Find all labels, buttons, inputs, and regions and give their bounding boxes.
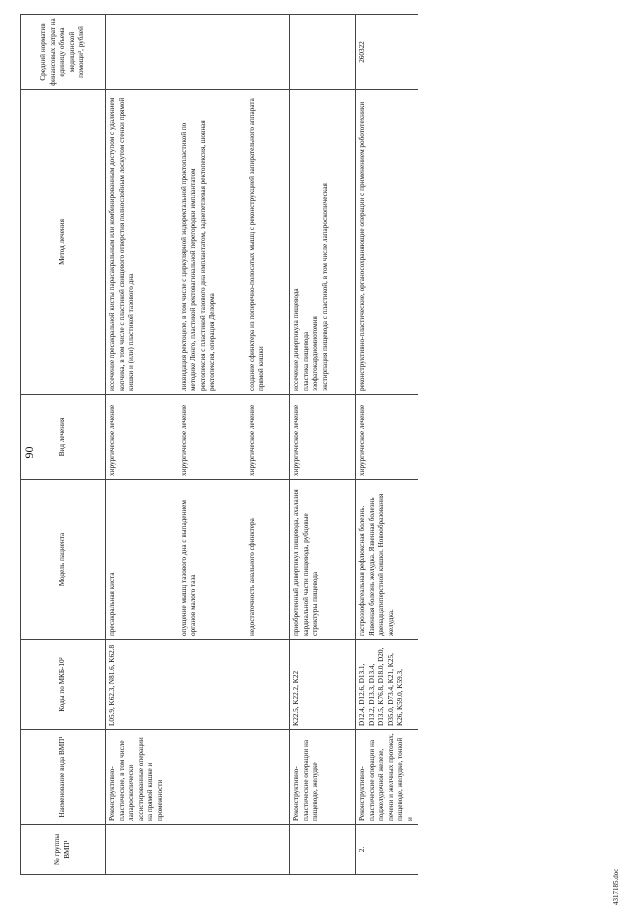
table-row: [106, 15, 178, 875]
icd-codes-cell: D12.4, D12.6, D13.1, D13.2, D13.3, D13.4, D13.5, K76.8, D18.0, D20, D35.0, D73.4, K21, K25, K26, K59.0, K59.3,: [356, 640, 418, 730]
method-item: ликвидация ректоцеле, в том числе с циркулярной эндоректальной проктопластикой по методике Лонго, пластикой ректовагинальной перегородки имплантатом: [179, 122, 198, 391]
price-cell: [178, 15, 246, 90]
method-item: экстирпация пищевода с пластикой, в том числе лапароскопическая: [320, 183, 329, 391]
group-number-cell: [178, 825, 246, 875]
table-row: [246, 15, 290, 875]
group-number-cell: [106, 825, 178, 875]
patient-model-cell: приобретенный дивертикул пищевода, ахалазия кардиальной части пищевода, рубцовые стриктуры пищевода: [290, 480, 356, 640]
method-item: иссечение пресакральной кисты парасакральным или комбинированным доступом с удалением копчика, в том числе с пластикой свищевого отверстия полнослойным лоскутом стенки прямой кишки и (или) пластикой тазового дна: [108, 97, 136, 391]
treatment-method-cell: [290, 90, 356, 395]
group-number-cell: 2.: [356, 825, 418, 875]
doc-id: 4317185.doc: [612, 868, 620, 905]
header-price: Средний норматив финансовых затрат на единицу объема медицинской помощи³, рублей: [21, 15, 106, 90]
method-item: реконструктивно-пластические, органосохраняющие операции с применением робототехники: [358, 101, 366, 391]
vmp-name-cell: Реконструктивно-пластические операции на поджелудочной железе, печени и желчных протоках, пищеводе, желудке, тонкой и: [356, 730, 418, 825]
treatment-kind-cell: хирургическое лечение: [290, 395, 356, 480]
price-cell: [290, 15, 356, 90]
treatment-method-cell: [178, 90, 246, 395]
vmp-name-cell: [246, 730, 290, 825]
patient-model-cell: гастроэзофагеальная рефлюксная болезнь. Язвенная болезнь желудка. Язвенная болезнь двенадцатиперстной кишки. Новообразования желудка.: [356, 480, 418, 640]
treatment-kind-cell: хирургическое лечение: [356, 395, 418, 480]
vmp-name-cell: Реконструктивно-пластические, в том числе лапароскопически ассистированные операции на прямой кишке и промежности: [106, 730, 178, 825]
icd-codes-cell: K22.5, K22.2, K22: [290, 640, 356, 730]
treatment-method-cell: [356, 90, 418, 395]
price-cell: 260322: [356, 15, 418, 90]
table-row: [178, 15, 246, 875]
price-cell: [246, 15, 290, 90]
header-name: Наименование вида ВМП¹: [21, 730, 106, 825]
icd-codes-cell: [246, 640, 290, 730]
method-item: пластика пищевода: [301, 331, 310, 391]
page-number: 90: [22, 446, 36, 459]
header-method: Метод лечения: [21, 90, 106, 395]
treatment-kind-cell: хирургическое лечение: [106, 395, 178, 480]
treatment-method-cell: [246, 90, 290, 395]
header-model: Модель пациента: [21, 480, 106, 640]
header-num: № группы ВМП¹: [21, 825, 106, 875]
method-item: иссечение дивертикула пищевода: [292, 288, 300, 391]
vmp-name-cell: Реконструктивно-пластические операции на пищеводе, желудке: [290, 730, 356, 825]
treatment-kind-cell: хирургическое лечение: [246, 395, 290, 480]
patient-model-cell: пресакральная киста: [106, 480, 178, 640]
vmp-name-cell: [178, 730, 246, 825]
group-number-cell: [246, 825, 290, 875]
treatment-kind-cell: хирургическое лечение: [178, 395, 246, 480]
method-item: ректопексия с пластикой тазового дна имплантатом, заднепетлевая ректопексия, шовная ректопексия, операция Делорма: [198, 120, 217, 391]
table-row: [290, 15, 356, 875]
table-row: [356, 15, 418, 875]
icd-codes-cell: [178, 640, 246, 730]
patient-model-cell: опущение мышц тазового дна с выпадением органов малого таза: [178, 480, 246, 640]
method-item: создание сфинктера из поперечно-полосатых мышц с реконструкцией запирательного аппарата прямой кишки: [247, 98, 266, 391]
group-number-cell: [290, 825, 356, 875]
price-cell: [106, 15, 178, 90]
header-row: [21, 15, 106, 875]
method-item: эзофагокардиомиотомия: [311, 316, 320, 391]
treatment-method-cell: [106, 90, 178, 395]
vmp-table: [20, 14, 418, 875]
header-codes: Коды по МКБ-10²: [21, 640, 106, 730]
patient-model-cell: недостаточность анального сфинктера: [246, 480, 290, 640]
header-kind: Вид лечения: [21, 395, 106, 480]
icd-codes-cell: L05.9, K62.3, N81.6, K62.8: [106, 640, 178, 730]
